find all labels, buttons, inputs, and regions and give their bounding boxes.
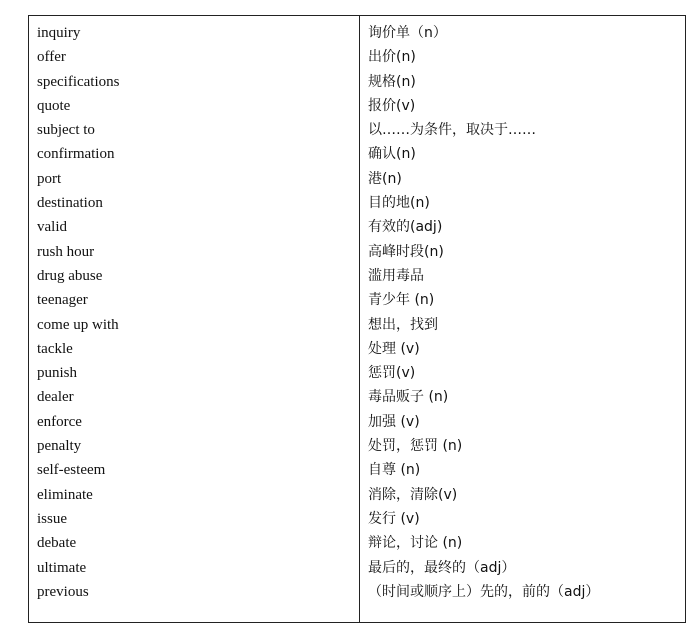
chinese-translation: 最后的，最终的（adj） xyxy=(368,559,516,576)
english-term: enforce xyxy=(37,413,82,430)
chinese-translation: 出价(n) xyxy=(368,49,416,66)
english-term: punish xyxy=(37,365,78,382)
english-term: tackle xyxy=(37,340,73,357)
chinese-translation: 高峰时段(n) xyxy=(368,243,444,260)
english-term: quote xyxy=(37,97,71,114)
english-term: ultimate xyxy=(37,559,87,576)
vocabulary-table xyxy=(28,15,686,623)
chinese-translation: 处罚，惩罚 (n) xyxy=(368,438,463,455)
english-term: self-esteem xyxy=(37,462,106,479)
english-term: confirmation xyxy=(37,146,115,163)
chinese-translation: 滥用毒品 xyxy=(368,267,424,284)
english-term: drug abuse xyxy=(37,267,103,284)
chinese-translation: 以……为条件，取决于…… xyxy=(368,122,536,139)
chinese-translation: 有效的(adj) xyxy=(368,219,443,236)
chinese-translation: 规格(n) xyxy=(368,73,416,90)
chinese-translation: 确认(n) xyxy=(368,146,416,163)
chinese-translation: 辩论，讨论 (n) xyxy=(368,535,463,552)
chinese-translation: 想出，找到 xyxy=(368,316,438,333)
english-term: specifications xyxy=(37,73,120,90)
english-term: port xyxy=(37,170,62,187)
chinese-translation: 自尊 (n) xyxy=(368,462,421,479)
english-term: destination xyxy=(37,195,103,212)
chinese-translation: 报价(v) xyxy=(368,97,416,114)
english-term: dealer xyxy=(37,389,74,406)
english-term: penalty xyxy=(37,438,82,455)
chinese-translation: 港(n) xyxy=(368,170,402,187)
chinese-translation: 加强 (v) xyxy=(368,413,420,430)
chinese-translation: 发行 (v) xyxy=(368,510,420,527)
english-term: inquiry xyxy=(37,25,81,41)
english-term: offer xyxy=(37,49,66,66)
chinese-translation: 消除，清除(v) xyxy=(368,486,458,503)
english-term: eliminate xyxy=(37,486,93,503)
english-column xyxy=(29,16,360,622)
chinese-translation: （时间或顺序上）先的，前的（adj） xyxy=(368,583,600,600)
english-term: issue xyxy=(37,510,67,527)
chinese-translation: 目的地(n) xyxy=(368,195,430,212)
chinese-translation: 处理 (v) xyxy=(368,340,420,357)
english-term: debate xyxy=(37,535,77,552)
english-term: come up with xyxy=(37,316,119,333)
english-term: valid xyxy=(37,219,67,236)
chinese-translation: 毒品贩子 (n) xyxy=(368,389,449,406)
english-term: teenager xyxy=(37,292,88,309)
english-term: rush hour xyxy=(37,243,95,260)
chinese-translation: 询价单（n） xyxy=(368,25,447,41)
chinese-translation: 青少年 (n) xyxy=(368,292,435,309)
english-term: subject to xyxy=(37,122,95,139)
english-term: previous xyxy=(37,583,89,600)
chinese-column xyxy=(360,16,685,622)
chinese-translation: 惩罚(v) xyxy=(368,365,416,382)
